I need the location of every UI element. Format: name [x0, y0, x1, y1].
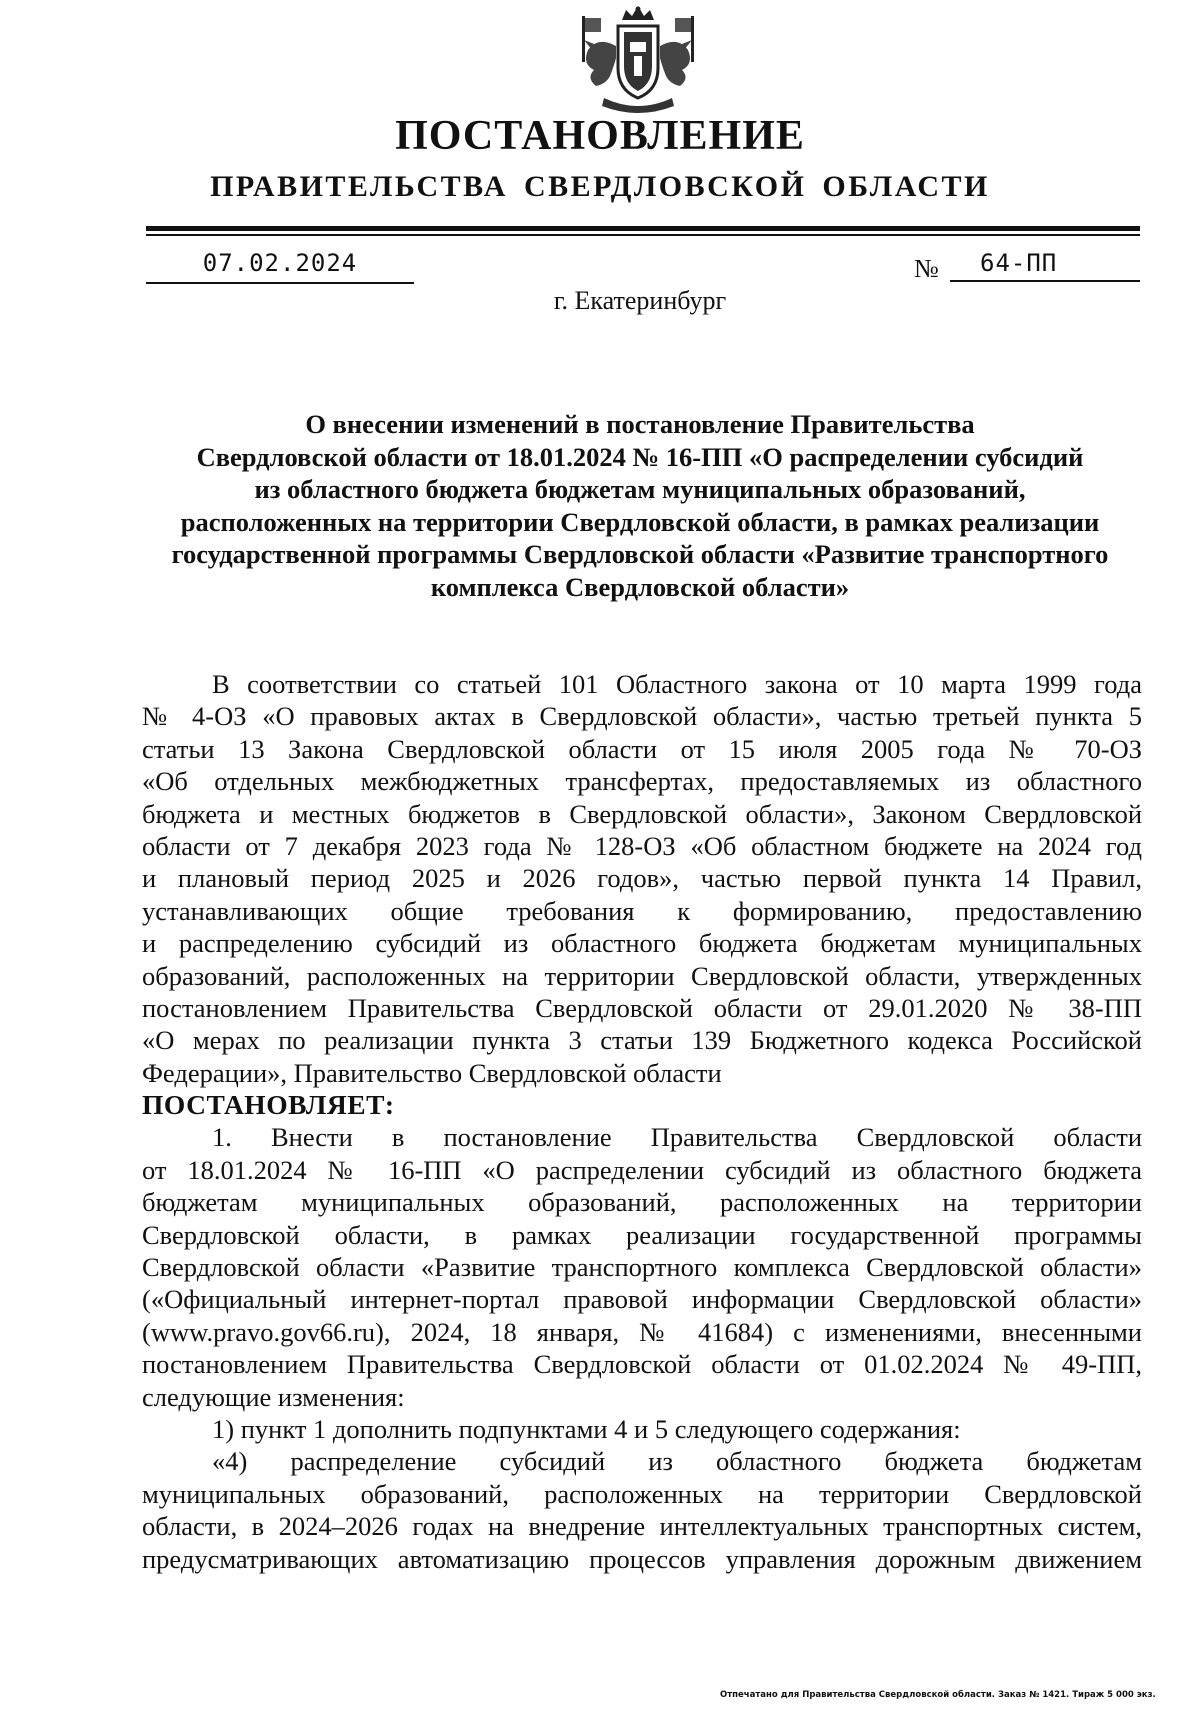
body-line: и распределению субсидий из областного бюджета бюджетам муниципальных [142, 928, 1142, 959]
document-body [142, 668, 1142, 1575]
body-line: «О мерах по реализации пункта 3 статьи 139 Бюджетного кодекса Российской [142, 1025, 1142, 1056]
body-line: Федерации», Правительство Свердловской области [142, 1057, 722, 1088]
body-line: Свердловской области, в рамках реализации государственной программы [142, 1219, 1142, 1250]
body-line: области, в 2024–2026 годах на внедрение интеллектуальных транспортных систем, [142, 1511, 1142, 1542]
subject-line: О внесении изменений в постановление Правительства [305, 409, 975, 439]
body-line: В соответствии со статьей 101 Областного закона от 10 марта 1999 года [212, 669, 1142, 699]
body-line: муниципальных образований, расположенных на территории Свердловской [142, 1478, 1142, 1509]
subject-line: расположенных на территории Свердловской области, в рамках реализации [180, 506, 1100, 537]
document-type-title: ПОСТАНОВЛЕНИЕ [395, 113, 805, 159]
body-line: («Официальный интернет-портал правовой информации Свердловской области» [142, 1284, 1142, 1315]
issuer-title: ПРАВИТЕЛЬСТВА СВЕРДЛОВСКОЙ ОБЛАСТИ [210, 170, 990, 203]
body-line: статьи 13 Закона Свердловской области от 15 июля 2005 года № 70-ОЗ [142, 733, 1142, 764]
subject-line: государственной программы Свердловской области «Развитие транспортного [171, 539, 1109, 570]
body-line: «Об отдельных межбюджетных трансфертах, предоставляемых из областного [142, 766, 1142, 797]
body-line: 1. Внести в постановление Правительства Свердловской области [212, 1122, 1142, 1153]
body-line: № 4-ОЗ «О правовых актах в Свердловской области», частью третьей пункта 5 [142, 701, 1142, 732]
body-line: постановлением Правительства Свердловской области от 29.01.2020 № 38-ПП [142, 992, 1142, 1023]
body-line: бюджета и местных бюджетов в Свердловской области», Законом Свердловской [142, 798, 1142, 829]
header-divider-thin [146, 234, 1140, 236]
body-line: устанавливающих общие требования к формированию, предоставлению [142, 895, 1142, 926]
body-line: 1) пункт 1 дополнить подпунктами 4 и 5 следующего содержания: [212, 1413, 961, 1444]
document-number: 64-ПП [950, 246, 1140, 282]
resolves-heading: ПОСТАНОВЛЯЕТ: [142, 1089, 395, 1121]
body-line: следующие изменения: [142, 1381, 405, 1412]
coat-of-arms-icon [574, 6, 702, 118]
body-line: предусматривающих автоматизацию процессов управления дорожным движением [142, 1543, 1142, 1574]
body-line: образований, расположенных на территории Свердловской области, утвержденных [142, 960, 1142, 991]
body-line: и плановый период 2025 и 2026 годов», частью первой пункта 14 Правил, [142, 863, 1142, 894]
subject-line: Свердловской области от 18.01.2024 № 16-ПП «О распределении субсидий [196, 441, 1084, 472]
header-divider-thick [146, 226, 1140, 231]
print-imprint: Отпечатано для Правительства Свердловской области. Заказ № 1421. Тираж 5 000 экз. [720, 1690, 1156, 1700]
document-subject [140, 408, 1140, 604]
body-line: от 18.01.2024 № 16-ПП «О распределении субсидий из областного бюджета [142, 1154, 1142, 1185]
body-line: Свердловской области «Развитие транспортного комплекса Свердловской области» [142, 1252, 1142, 1283]
subject-line: из областного бюджета бюджетам муниципальных образований, [254, 474, 1026, 505]
body-line: (www.pravo.gov66.ru), 2024, 18 января, № 41684) с изменениями, внесенными [142, 1316, 1142, 1347]
subject-line: комплекса Свердловской области» [430, 571, 850, 602]
body-line: области от 7 декабря 2023 года № 128-ОЗ «Об областном бюджете на 2024 год [142, 830, 1142, 861]
number-sign: № [914, 254, 939, 283]
document-date: 07.02.2024 [146, 246, 414, 284]
city: г. Екатеринбург [553, 286, 727, 315]
body-line: бюджетам муниципальных образований, расположенных на территории [142, 1187, 1142, 1218]
body-line: «4) распределение субсидий из областного бюджета бюджетам [212, 1446, 1142, 1477]
body-line: постановлением Правительства Свердловской области от 01.02.2024 № 49-ПП, [142, 1349, 1142, 1380]
